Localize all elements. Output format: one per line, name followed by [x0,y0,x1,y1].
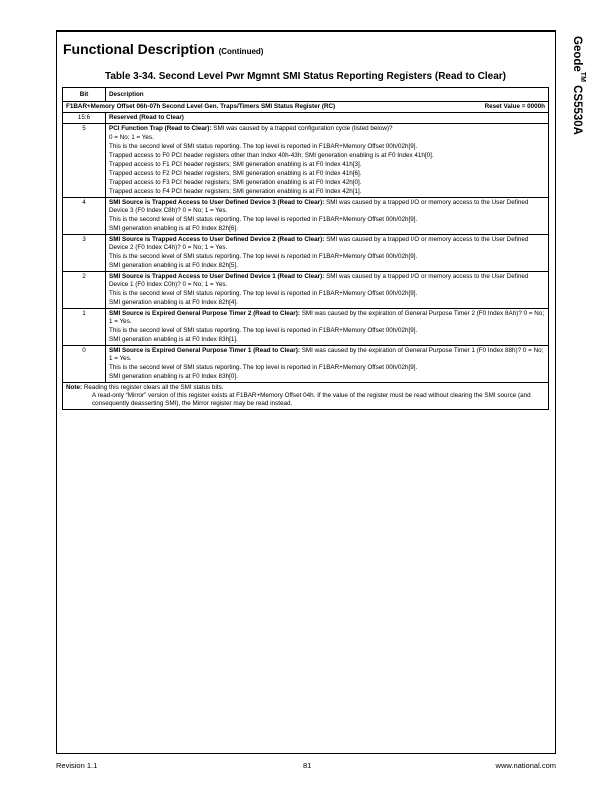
brand-name: Geode [571,36,584,72]
description-cell [106,235,549,272]
bit-cell: 1 [63,309,106,346]
footer-page-number: 81 [303,761,312,770]
footer-website: www.national.com [495,761,556,770]
side-product-title [566,36,586,336]
bit-title: SMI Source is Trapped Access to User Defined Device 1 (Read to Clear): [109,273,325,280]
bit-title: SMI Source is Trapped Access to User Defined Device 2 (Read to Clear): [109,236,325,243]
description-line: Trapped access to F0 PCI header registers other than Index 40h-43h; SMI generation enabling is at F0 Index 41h[0]. [109,152,434,159]
reset-value: Reset Value = 0000h [484,103,545,110]
bit-cell: 3 [63,235,106,272]
description-line: Trapped access to F4 PCI header registers; SMI generation enabling is at F0 Index 42h[1]. [109,188,362,195]
bit-cell: 4 [63,198,106,235]
description-first-line [109,199,545,215]
description-first-line [109,310,545,326]
note-row [63,383,549,410]
table-row [63,346,549,383]
bit-cell: 15:6 [63,113,106,124]
description-first-line [109,347,545,363]
bottom-rule [56,753,556,754]
trademark: TM [579,71,586,82]
table-row [63,113,549,124]
bit-title: Reserved (Read to Clear) [109,114,184,121]
bit-summary: SMI was caused by a trapped I/O or memory access to the User Defined Device 1 (F0 Index C0h)? 0 = No; 1 = Yes. [109,273,529,288]
table-header-row [63,88,549,102]
description-line: This is the second level of SMI status reporting. The top level is reported in F1BAR+Memory Offset 00h/02h[9]. [109,216,418,223]
bit-title: SMI Source is Expired General Purpose Timer 1 (Read to Clear): [109,347,300,354]
description-cell [106,272,549,309]
table-row [63,198,549,235]
note-line-2: A read-only “Mirror” version of this register exists at F1BAR+Memory Offset 04h. If the value of the register must be read without clearing the SMI source (and consequently deasserting SMI), the Mirror register may be read instead. [92,392,531,407]
section-title-main: Functional Description [63,41,215,57]
register-title-row [63,102,549,113]
description-cell [106,309,549,346]
table-caption: Table 3-34. Second Level Pwr Mgmnt SMI Status Reporting Registers (Read to Clear) [105,71,507,82]
description-line: SMI generation enabling is at F0 Index 83h[0]. [109,373,238,380]
bit-summary: SMI was caused by a trapped configuration cycle (listed below)? [211,125,393,132]
bit-summary: SMI was caused by a trapped I/O or memory access to the User Defined Device 2 (F0 Index C4h)? 0 = No; 1 = Yes. [109,236,529,251]
register-name: F1BAR+Memory Offset 06h-07h Second Level Gen. Traps/Timers SMI Status Register (RC) [66,103,336,110]
header-bit: Bit [63,88,106,102]
table-row [63,235,549,272]
description-line: 0 = No; 1 = Yes. [109,134,154,141]
description-cell [106,113,549,124]
description-first-line [109,125,545,133]
bit-summary: SMI was caused by a trapped I/O or memory access to the User Defined Device 3 (F0 Index C8h)? 0 = No; 1 = Yes. [109,199,529,214]
description-first-line [109,114,545,122]
description-line: This is the second level of SMI status reporting. The top level is reported in F1BAR+Memory Offset 00h/02h[9]. [109,364,418,371]
description-line: SMI generation enabling is at F0 Index 83h[1]. [109,336,238,343]
description-first-line [109,236,545,252]
model-name: CS5530A [571,85,584,135]
section-title [63,41,263,57]
description-cell [106,124,549,198]
description-line: Trapped access to F2 PCI header registers; SMI generation enabling is at F0 Index 41h[6]. [109,170,362,177]
note-label: Note: [66,384,83,391]
description-cell [106,346,549,383]
description-cell [106,198,549,235]
description-line: This is the second level of SMI status reporting. The top level is reported in F1BAR+Memory Offset 00h/02h[9]. [109,327,418,334]
bit-title: SMI Source is Expired General Purpose Timer 2 (Read to Clear): [109,310,300,317]
register-table [62,87,549,410]
description-line: This is the second level of SMI status reporting. The top level is reported in F1BAR+Memory Offset 00h/02h[9]. [109,253,418,260]
description-line: SMI generation enabling is at F0 Index 82h[5]. [109,262,238,269]
description-line: This is the second level of SMI status reporting. The top level is reported in F1BAR+Memory Offset 00h/02h[9]. [109,143,418,150]
bit-cell: 2 [63,272,106,309]
bit-title: PCI Function Trap (Read to Clear): [109,125,212,132]
section-title-suffix: (Continued) [218,47,264,56]
bit-title: SMI Source is Trapped Access to User Defined Device 3 (Read to Clear): [109,199,325,206]
header-description: Description [106,88,549,102]
table-row [63,309,549,346]
description-line: Trapped access to F1 PCI header registers; SMI generation enabling is at F0 Index 41h[3]. [109,161,362,168]
bit-summary: SMI was caused by the expiration of General Purpose Timer 2 (F0 Index 8Ah)? 0 = No; 1 = Yes. [109,310,545,325]
bit-cell: 5 [63,124,106,198]
description-line: SMI generation enabling is at F0 Index 82h[6]. [109,225,238,232]
note-line-1: Reading this register clears all the SMI status bits. [83,384,224,391]
description-first-line [109,273,545,289]
table-row [63,124,549,198]
footer-revision: Revision 1.1 [56,761,98,770]
description-line: Trapped access to F3 PCI header registers; SMI generation enabling is at F0 Index 42h[0]. [109,179,362,186]
description-line: SMI generation enabling is at F0 Index 82h[4]. [109,299,238,306]
description-line: This is the second level of SMI status reporting. The top level is reported in F1BAR+Memory Offset 00h/02h[9]. [109,290,418,297]
bit-cell: 0 [63,346,106,383]
bit-summary: SMI was caused by the expiration of General Purpose Timer 1 (F0 Index 88h)? 0 = No; 1 = Yes. [109,347,544,362]
table-row [63,272,549,309]
